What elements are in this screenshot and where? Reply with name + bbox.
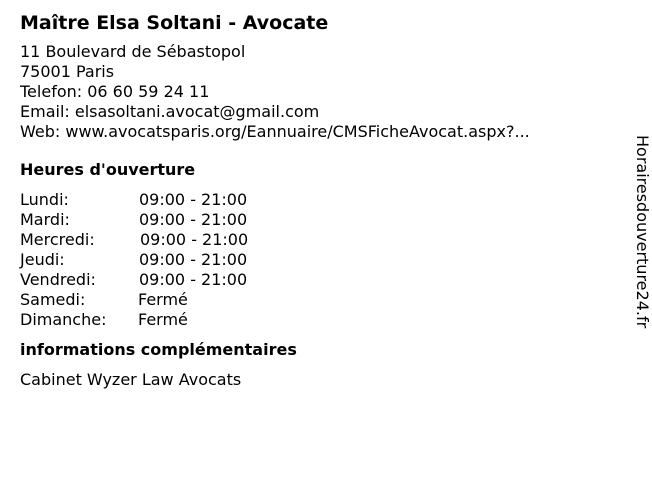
site-watermark: Horairesdouverture24.fr	[633, 135, 652, 329]
hours-value: 09:00 - 21:00	[139, 210, 248, 229]
business-card	[20, 10, 610, 390]
page-title: Maître Elsa Soltani - Avocate	[20, 12, 329, 34]
day-label: Lundi:	[20, 190, 69, 209]
info-heading: informations complémentaires	[20, 340, 297, 359]
hours-row-tuesday	[20, 210, 610, 230]
day-label: Vendredi:	[20, 270, 96, 289]
address-city: 75001 Paris	[20, 62, 115, 81]
hours-value: 09:00 - 21:00	[139, 250, 248, 269]
day-label: Mercredi:	[20, 230, 95, 249]
address-street: 11 Boulevard de Sébastopol	[20, 42, 246, 61]
email-line: Email: elsasoltani.avocat@gmail.com	[20, 102, 320, 121]
hours-row-saturday	[20, 290, 610, 310]
hours-row-thursday	[20, 250, 610, 270]
hours-value: Fermé	[138, 310, 188, 329]
info-text: Cabinet Wyzer Law Avocats	[20, 370, 242, 389]
day-label: Mardi:	[20, 210, 70, 229]
hours-row-wednesday	[20, 230, 610, 250]
day-label: Dimanche:	[20, 310, 107, 329]
hours-table	[20, 190, 610, 330]
web-line: Web: www.avocatsparis.org/Eannuaire/CMSFicheAvocat.aspx?...	[20, 122, 530, 141]
phone-line: Telefon: 06 60 59 24 11	[20, 82, 210, 101]
hours-value: 09:00 - 21:00	[140, 230, 249, 249]
hours-row-friday	[20, 270, 610, 290]
hours-value: 09:00 - 21:00	[139, 270, 248, 289]
hours-row-monday	[20, 190, 610, 210]
hours-row-sunday	[20, 310, 610, 330]
day-label: Jeudi:	[20, 250, 65, 269]
hours-value: Fermé	[138, 290, 188, 309]
hours-value: 09:00 - 21:00	[139, 190, 248, 209]
day-label: Samedi:	[20, 290, 86, 309]
hours-heading: Heures d'ouverture	[20, 160, 196, 179]
